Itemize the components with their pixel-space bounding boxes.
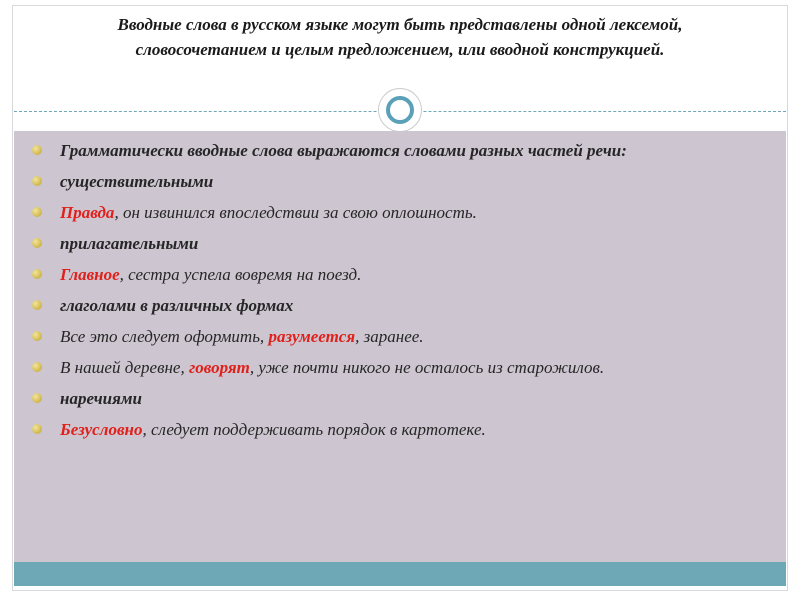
example-after: , сестра успела вовремя на поезд. — [119, 265, 362, 284]
item-text: Грамматически вводные слова выражаются словами разных частей речи: — [60, 141, 627, 160]
bottom-accent-bar — [14, 562, 786, 586]
bullet-dot-icon — [32, 424, 42, 434]
item-text: прилагательными — [60, 234, 199, 253]
content-panel — [14, 131, 786, 562]
circle-ornament-icon — [379, 89, 421, 131]
bullet-dot-icon — [32, 300, 42, 310]
highlighted-word: разумеется — [268, 327, 356, 346]
bullet-dot-icon — [32, 207, 42, 217]
example-before: В нашей деревне, — [60, 358, 189, 377]
list-item — [32, 325, 772, 349]
list-item — [32, 139, 772, 163]
list-item — [32, 356, 772, 380]
list-item — [32, 232, 772, 256]
item-text: существительными — [60, 172, 214, 191]
list-item — [32, 170, 772, 194]
highlighted-word: Главное — [60, 265, 120, 284]
example-before: Все это следует оформить, — [60, 327, 269, 346]
example-after: , заранее. — [355, 327, 424, 346]
list-item — [32, 387, 772, 411]
example-after: , следует поддерживать порядок в картотеке. — [142, 420, 486, 439]
bullet-dot-icon — [32, 269, 42, 279]
highlighted-word: Правда — [60, 203, 115, 222]
bullet-dot-icon — [32, 145, 42, 155]
bullet-dot-icon — [32, 362, 42, 372]
bullet-dot-icon — [32, 238, 42, 248]
slide-title: Вводные слова в русском языке могут быть представлены одной лексемой, словосочетанием и целым предложением, или вводной конструкцией. — [117, 15, 683, 59]
list-item — [32, 201, 772, 225]
bullet-list — [32, 139, 772, 449]
bullet-dot-icon — [32, 176, 42, 186]
example-after: , уже почти никого не осталось из старожилов. — [249, 358, 605, 377]
bullet-dot-icon — [32, 393, 42, 403]
example-after: , он извинился впоследствии за свою оплошность. — [114, 203, 477, 222]
list-item — [32, 418, 772, 442]
list-item — [32, 294, 772, 318]
highlighted-word: Безусловно — [60, 420, 143, 439]
bullet-dot-icon — [32, 331, 42, 341]
highlighted-word: говорят — [188, 358, 250, 377]
item-text: глаголами в различных формах — [60, 296, 294, 315]
item-text: наречиями — [60, 389, 142, 408]
list-item — [32, 263, 772, 287]
